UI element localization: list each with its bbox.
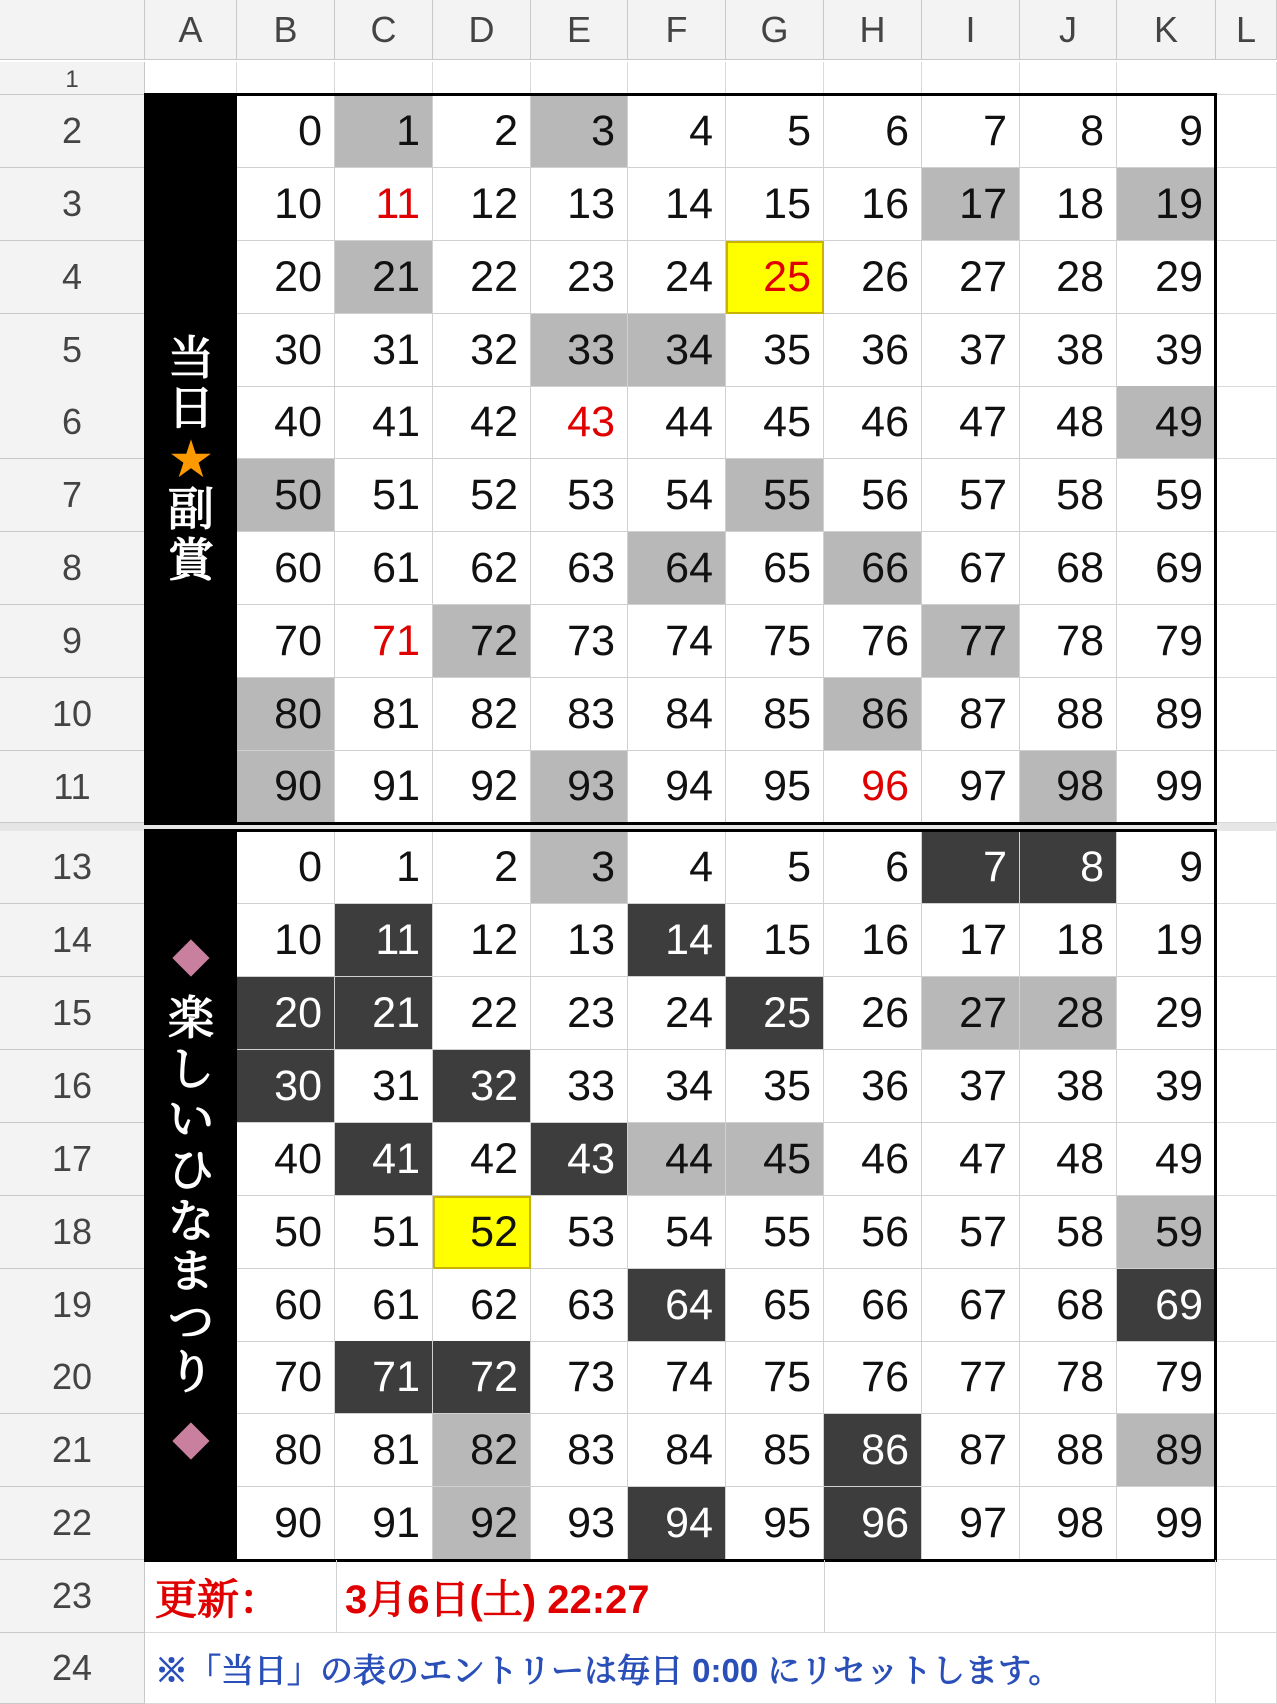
number-cell[interactable]: 33 [531, 314, 628, 387]
number-cell[interactable]: 8 [1020, 95, 1117, 168]
grid-cell-l13[interactable] [1216, 831, 1277, 904]
number-cell[interactable]: 64 [628, 1269, 726, 1342]
number-cell[interactable]: 32 [433, 314, 531, 387]
row-header-15[interactable]: 15 [0, 977, 145, 1050]
row-header-19[interactable]: 19 [0, 1269, 145, 1342]
number-cell[interactable]: 56 [824, 459, 922, 532]
number-cell[interactable]: 21 [335, 977, 433, 1050]
number-cell[interactable]: 95 [726, 751, 824, 823]
grid-cell-l24[interactable] [1216, 1633, 1277, 1704]
number-cell[interactable]: 77 [922, 1341, 1020, 1414]
number-cell[interactable]: 59 [1117, 1196, 1216, 1269]
top-table-label [145, 95, 237, 823]
number-cell[interactable]: 5 [726, 95, 824, 168]
number-cell[interactable]: 40 [237, 1123, 335, 1196]
number-cell[interactable]: 84 [628, 678, 726, 751]
number-cell[interactable]: 31 [335, 314, 433, 387]
number-cell[interactable]: 63 [531, 532, 628, 605]
number-cell[interactable]: 58 [1020, 1196, 1117, 1269]
number-cell[interactable]: 83 [531, 678, 628, 751]
number-cell[interactable]: 49 [1117, 1123, 1216, 1196]
column-header-b[interactable]: B [237, 0, 335, 60]
number-cell[interactable]: 11 [335, 904, 433, 977]
grid-cell-row1[interactable] [628, 62, 726, 95]
number-cell[interactable]: 11 [335, 168, 433, 241]
number-cell[interactable]: 29 [1117, 977, 1216, 1050]
top-table-label-char: 副 [168, 483, 214, 536]
number-cell[interactable]: 14 [628, 904, 726, 977]
number-cell[interactable]: 5 [726, 831, 824, 904]
row-header-4[interactable]: 4 [0, 241, 145, 314]
number-cell[interactable]: 66 [824, 1269, 922, 1342]
bottom-table-label-char: つ [168, 1295, 214, 1348]
number-cell[interactable]: 42 [433, 1123, 531, 1196]
number-cell[interactable]: 48 [1020, 1123, 1117, 1196]
bottom-table-label-char: ま [168, 1245, 214, 1298]
row-header-6[interactable]: 6 [0, 386, 145, 459]
grid-cell-l11[interactable] [1216, 751, 1277, 823]
grid-cell-l10[interactable] [1216, 678, 1277, 751]
number-cell[interactable]: 2 [433, 95, 531, 168]
column-header-d[interactable]: D [433, 0, 531, 60]
number-cell[interactable]: 46 [824, 386, 922, 459]
number-cell[interactable]: 82 [433, 1414, 531, 1487]
grid-cell-row1[interactable] [531, 62, 628, 95]
number-cell[interactable]: 41 [335, 386, 433, 459]
number-cell[interactable]: 90 [237, 751, 335, 823]
number-cell[interactable]: 12 [433, 904, 531, 977]
number-cell[interactable]: 86 [824, 1414, 922, 1487]
row-header-23[interactable]: 23 [0, 1560, 145, 1633]
number-cell[interactable]: 94 [628, 1487, 726, 1560]
number-cell[interactable]: 28 [1020, 241, 1117, 314]
number-cell[interactable]: 39 [1117, 314, 1216, 387]
number-cell[interactable]: 70 [237, 605, 335, 678]
number-cell[interactable]: 22 [433, 977, 531, 1050]
row-header-24[interactable]: 24 [0, 1633, 145, 1704]
grid-cell-row1[interactable] [922, 62, 1020, 95]
number-cell[interactable]: 58 [1020, 459, 1117, 532]
number-cell[interactable]: 38 [1020, 314, 1117, 387]
number-cell[interactable]: 28 [1020, 977, 1117, 1050]
grid-cell-row1[interactable] [145, 62, 237, 95]
grid-cell-l8[interactable] [1216, 532, 1277, 605]
row-header-7[interactable]: 7 [0, 459, 145, 532]
number-cell[interactable]: 36 [824, 1050, 922, 1123]
number-cell[interactable]: 18 [1020, 904, 1117, 977]
number-cell[interactable]: 79 [1117, 605, 1216, 678]
number-cell[interactable]: 15 [726, 904, 824, 977]
row-header-1[interactable]: 1 [0, 62, 145, 95]
number-cell[interactable]: 57 [922, 459, 1020, 532]
number-cell[interactable]: 44 [628, 386, 726, 459]
grid-cell-row1[interactable] [237, 62, 335, 95]
number-cell[interactable]: 88 [1020, 1414, 1117, 1487]
number-cell[interactable]: 8 [1020, 831, 1117, 904]
bottom-table-label-char: り [168, 1346, 214, 1399]
number-cell[interactable]: 62 [433, 1269, 531, 1342]
number-cell[interactable]: 50 [237, 459, 335, 532]
number-cell[interactable]: 27 [922, 241, 1020, 314]
number-cell[interactable]: 81 [335, 678, 433, 751]
number-cell[interactable]: 50 [237, 1196, 335, 1269]
grid-cell-l18[interactable] [1216, 1196, 1277, 1269]
number-cell[interactable]: 30 [237, 1050, 335, 1123]
number-cell[interactable]: 37 [922, 314, 1020, 387]
row-header-21[interactable]: 21 [0, 1414, 145, 1487]
number-cell[interactable]: 96 [824, 1487, 922, 1560]
number-cell[interactable]: 43 [531, 1123, 628, 1196]
number-cell[interactable]: 87 [922, 1414, 1020, 1487]
number-cell[interactable]: 77 [922, 605, 1020, 678]
number-cell[interactable]: 47 [922, 1123, 1020, 1196]
number-cell[interactable]: 96 [824, 751, 922, 823]
number-cell[interactable]: 98 [1020, 751, 1117, 823]
number-cell[interactable]: 72 [433, 1341, 531, 1414]
number-cell[interactable]: 36 [824, 314, 922, 387]
column-header-f[interactable]: F [628, 0, 726, 60]
number-cell[interactable]: 1 [335, 95, 433, 168]
number-cell[interactable]: 52 [433, 1196, 531, 1269]
number-cell[interactable]: 23 [531, 977, 628, 1050]
bottom-table-label-char: な [168, 1194, 214, 1247]
number-cell[interactable]: 40 [237, 386, 335, 459]
row-header-14[interactable]: 14 [0, 904, 145, 977]
number-cell[interactable]: 84 [628, 1414, 726, 1487]
number-cell[interactable]: 95 [726, 1487, 824, 1560]
number-cell[interactable]: 23 [531, 241, 628, 314]
number-cell[interactable]: 79 [1117, 1341, 1216, 1414]
number-cell[interactable]: 65 [726, 1269, 824, 1342]
number-cell[interactable]: 45 [726, 386, 824, 459]
number-cell[interactable]: 93 [531, 1487, 628, 1560]
column-header-g[interactable]: G [726, 0, 824, 60]
number-cell[interactable]: 24 [628, 241, 726, 314]
number-cell[interactable]: 16 [824, 904, 922, 977]
number-cell[interactable]: 6 [824, 95, 922, 168]
number-cell[interactable]: 25 [726, 241, 824, 314]
number-cell[interactable]: 26 [824, 977, 922, 1050]
grid-cell-row1[interactable] [433, 62, 531, 95]
number-cell[interactable]: 71 [335, 605, 433, 678]
number-cell[interactable]: 82 [433, 678, 531, 751]
updated-timestamp: 3月6日(土) 22:27 [345, 1578, 650, 1622]
number-cell[interactable]: 45 [726, 1123, 824, 1196]
number-cell[interactable]: 78 [1020, 1341, 1117, 1414]
number-cell[interactable]: 19 [1117, 904, 1216, 977]
number-cell[interactable]: 19 [1117, 168, 1216, 241]
number-cell[interactable]: 78 [1020, 605, 1117, 678]
number-cell[interactable]: 60 [237, 532, 335, 605]
number-cell[interactable]: 24 [628, 977, 726, 1050]
number-cell[interactable]: 68 [1020, 1269, 1117, 1342]
grid-cell-l17[interactable] [1216, 1123, 1277, 1196]
number-cell[interactable]: 52 [433, 459, 531, 532]
number-cell[interactable]: 12 [433, 168, 531, 241]
number-cell[interactable]: 26 [824, 241, 922, 314]
number-cell[interactable]: 99 [1117, 1487, 1216, 1560]
number-cell[interactable]: 1 [335, 831, 433, 904]
number-cell[interactable]: 88 [1020, 678, 1117, 751]
grid-cell-l19[interactable] [1216, 1269, 1277, 1342]
number-cell[interactable]: 73 [531, 1341, 628, 1414]
number-cell[interactable]: 81 [335, 1414, 433, 1487]
row-header-13[interactable]: 13 [0, 831, 145, 904]
column-header-a[interactable]: A [145, 0, 237, 60]
number-cell[interactable]: 71 [335, 1341, 433, 1414]
row-header-3[interactable]: 3 [0, 168, 145, 241]
number-cell[interactable]: 87 [922, 678, 1020, 751]
number-cell[interactable]: 51 [335, 459, 433, 532]
number-cell[interactable]: 0 [237, 831, 335, 904]
number-cell[interactable]: 29 [1117, 241, 1216, 314]
number-cell[interactable]: 7 [922, 831, 1020, 904]
number-cell[interactable]: 38 [1020, 1050, 1117, 1123]
diamond-icon: ◆ [173, 1410, 209, 1463]
grid-cell-l20[interactable] [1216, 1341, 1277, 1414]
number-cell[interactable]: 49 [1117, 386, 1216, 459]
number-cell[interactable]: 17 [922, 904, 1020, 977]
grid-cell-row1[interactable] [1020, 62, 1117, 95]
number-cell[interactable]: 31 [335, 1050, 433, 1123]
number-cell[interactable]: 57 [922, 1196, 1020, 1269]
number-cell[interactable]: 48 [1020, 386, 1117, 459]
number-cell[interactable]: 98 [1020, 1487, 1117, 1560]
number-cell[interactable]: 80 [237, 678, 335, 751]
number-cell[interactable]: 92 [433, 751, 531, 823]
reset-note: ※「当日」の表のエントリーは毎日 0:00 にリセットします。 [155, 1652, 1062, 1689]
number-cell[interactable]: 25 [726, 977, 824, 1050]
number-cell[interactable]: 18 [1020, 168, 1117, 241]
column-header-h[interactable]: H [824, 0, 922, 60]
grid-cell-row1[interactable] [335, 62, 433, 95]
bottom-table-label-char: 楽 [168, 992, 214, 1045]
number-cell[interactable]: 37 [922, 1050, 1020, 1123]
number-cell[interactable]: 61 [335, 1269, 433, 1342]
number-cell[interactable]: 85 [726, 678, 824, 751]
number-cell[interactable]: 70 [237, 1341, 335, 1414]
grid-cell-l21[interactable] [1216, 1414, 1277, 1487]
star-icon: ★ [170, 432, 212, 485]
number-cell[interactable]: 64 [628, 532, 726, 605]
number-cell[interactable]: 74 [628, 1341, 726, 1414]
grid-cell-l4[interactable] [1216, 241, 1277, 314]
number-cell[interactable]: 10 [237, 168, 335, 241]
column-header-j[interactable]: J [1020, 0, 1117, 60]
number-cell[interactable]: 63 [531, 1269, 628, 1342]
number-cell[interactable]: 33 [531, 1050, 628, 1123]
row-header-22[interactable]: 22 [0, 1487, 145, 1560]
number-cell[interactable]: 4 [628, 831, 726, 904]
number-cell[interactable]: 51 [335, 1196, 433, 1269]
number-cell[interactable]: 44 [628, 1123, 726, 1196]
top-table-label-char: 日 [168, 382, 214, 435]
number-cell[interactable]: 35 [726, 1050, 824, 1123]
number-cell[interactable]: 76 [824, 605, 922, 678]
grid-cell-l6[interactable] [1216, 386, 1277, 459]
number-cell[interactable]: 91 [335, 751, 433, 823]
grid-cell-l5[interactable] [1216, 314, 1277, 387]
updated-label: 更新： [155, 1575, 282, 1623]
number-cell[interactable]: 83 [531, 1414, 628, 1487]
grid-cell-row1[interactable] [824, 62, 922, 95]
column-header-l[interactable]: L [1216, 0, 1277, 60]
number-cell[interactable]: 0 [237, 95, 335, 168]
number-cell[interactable]: 61 [335, 532, 433, 605]
number-cell[interactable]: 73 [531, 605, 628, 678]
column-header-k[interactable]: K [1117, 0, 1216, 60]
hidden-row-divider [0, 823, 1277, 831]
grid-cell-l1[interactable] [1216, 62, 1277, 95]
bottom-table-label [145, 831, 237, 1560]
number-cell[interactable]: 60 [237, 1269, 335, 1342]
number-cell[interactable]: 41 [335, 1123, 433, 1196]
number-cell[interactable]: 92 [433, 1487, 531, 1560]
row-header-8[interactable]: 8 [0, 532, 145, 605]
number-cell[interactable]: 74 [628, 605, 726, 678]
number-cell[interactable]: 35 [726, 314, 824, 387]
bottom-table-label-char: ひ [168, 1143, 214, 1196]
number-cell[interactable]: 20 [237, 977, 335, 1050]
number-cell[interactable]: 21 [335, 241, 433, 314]
number-cell[interactable]: 6 [824, 831, 922, 904]
number-cell[interactable]: 99 [1117, 751, 1216, 823]
number-cell[interactable]: 54 [628, 459, 726, 532]
select-all-corner[interactable] [0, 0, 145, 60]
row-header-10[interactable]: 10 [0, 678, 145, 751]
number-cell[interactable]: 53 [531, 459, 628, 532]
number-cell[interactable]: 89 [1117, 1414, 1216, 1487]
number-cell[interactable]: 65 [726, 532, 824, 605]
number-cell[interactable]: 16 [824, 168, 922, 241]
number-cell[interactable]: 90 [237, 1487, 335, 1560]
number-cell[interactable]: 22 [433, 241, 531, 314]
number-cell[interactable]: 72 [433, 605, 531, 678]
diamond-icon: ◆ [173, 927, 209, 980]
row-header-18[interactable]: 18 [0, 1196, 145, 1269]
number-cell[interactable]: 42 [433, 386, 531, 459]
column-header-i[interactable]: I [922, 0, 1020, 60]
number-cell[interactable]: 93 [531, 751, 628, 823]
number-cell[interactable]: 97 [922, 1487, 1020, 1560]
number-cell[interactable]: 59 [1117, 459, 1216, 532]
number-cell[interactable]: 7 [922, 95, 1020, 168]
row-header-9[interactable]: 9 [0, 605, 145, 678]
number-cell[interactable]: 10 [237, 904, 335, 977]
column-header-c[interactable]: C [335, 0, 433, 60]
number-cell[interactable]: 43 [531, 386, 628, 459]
number-cell[interactable]: 14 [628, 168, 726, 241]
number-cell[interactable]: 2 [433, 831, 531, 904]
number-cell[interactable]: 94 [628, 751, 726, 823]
number-cell[interactable]: 91 [335, 1487, 433, 1560]
grid-cell-l9[interactable] [1216, 605, 1277, 678]
number-cell[interactable]: 53 [531, 1196, 628, 1269]
number-cell[interactable]: 67 [922, 1269, 1020, 1342]
number-cell[interactable]: 17 [922, 168, 1020, 241]
number-cell[interactable]: 9 [1117, 95, 1216, 168]
grid-cell-l7[interactable] [1216, 459, 1277, 532]
number-cell[interactable]: 30 [237, 314, 335, 387]
number-cell[interactable]: 75 [726, 605, 824, 678]
grid-cell-l14[interactable] [1216, 904, 1277, 977]
number-cell[interactable]: 67 [922, 532, 1020, 605]
number-cell[interactable]: 55 [726, 1196, 824, 1269]
number-cell[interactable]: 54 [628, 1196, 726, 1269]
grid-cell-l16[interactable] [1216, 1050, 1277, 1123]
number-cell[interactable]: 86 [824, 678, 922, 751]
row-header-17[interactable]: 17 [0, 1123, 145, 1196]
number-cell[interactable]: 68 [1020, 532, 1117, 605]
number-cell[interactable]: 85 [726, 1414, 824, 1487]
grid-cell-l15[interactable] [1216, 977, 1277, 1050]
row-header-11[interactable]: 11 [0, 751, 145, 823]
grid-cell-l2[interactable] [1216, 95, 1277, 168]
number-cell[interactable]: 20 [237, 241, 335, 314]
number-cell[interactable]: 69 [1117, 1269, 1216, 1342]
number-cell[interactable]: 4 [628, 95, 726, 168]
number-cell[interactable]: 75 [726, 1341, 824, 1414]
number-cell[interactable]: 76 [824, 1341, 922, 1414]
number-cell[interactable]: 55 [726, 459, 824, 532]
number-cell[interactable]: 32 [433, 1050, 531, 1123]
number-cell[interactable]: 56 [824, 1196, 922, 1269]
number-cell[interactable]: 3 [531, 95, 628, 168]
number-cell[interactable]: 13 [531, 168, 628, 241]
number-cell[interactable]: 15 [726, 168, 824, 241]
row-header-20[interactable]: 20 [0, 1341, 145, 1414]
bottom-table-label-char: い [168, 1093, 214, 1146]
number-cell[interactable]: 89 [1117, 678, 1216, 751]
row-header-16[interactable]: 16 [0, 1050, 145, 1123]
number-cell[interactable]: 34 [628, 314, 726, 387]
top-table-label-char: 当 [168, 331, 214, 384]
number-cell[interactable]: 62 [433, 532, 531, 605]
number-cell[interactable]: 66 [824, 532, 922, 605]
number-cell[interactable]: 47 [922, 386, 1020, 459]
number-cell[interactable]: 9 [1117, 831, 1216, 904]
row-header-2[interactable]: 2 [0, 95, 145, 168]
row-header-5[interactable]: 5 [0, 314, 145, 387]
grid-cell-l3[interactable] [1216, 168, 1277, 241]
top-table-label-char: 賞 [168, 533, 214, 586]
number-cell[interactable]: 69 [1117, 532, 1216, 605]
grid-cell-l23[interactable] [1216, 1560, 1277, 1633]
number-cell[interactable]: 97 [922, 751, 1020, 823]
grid-cell-l22[interactable] [1216, 1487, 1277, 1560]
column-header-e[interactable]: E [531, 0, 628, 60]
grid-cell-row1[interactable] [726, 62, 824, 95]
bottom-table-label-char: し [168, 1042, 214, 1095]
number-cell[interactable]: 34 [628, 1050, 726, 1123]
number-cell[interactable]: 80 [237, 1414, 335, 1487]
number-cell[interactable]: 39 [1117, 1050, 1216, 1123]
number-cell[interactable]: 27 [922, 977, 1020, 1050]
number-cell[interactable]: 3 [531, 831, 628, 904]
number-cell[interactable]: 46 [824, 1123, 922, 1196]
number-cell[interactable]: 13 [531, 904, 628, 977]
